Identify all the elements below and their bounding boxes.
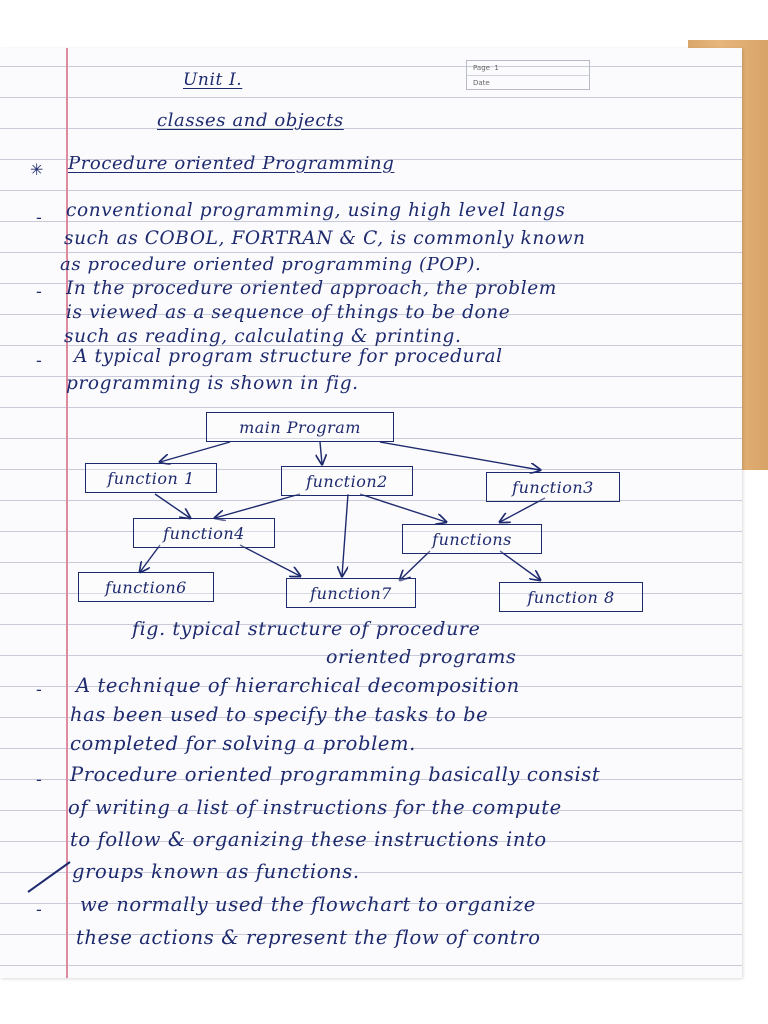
paragraph-2-line-1: In the procedure oriented approach, the problem [66,278,557,299]
arrow-f4-f7 [240,545,300,576]
arrow-f5-f8 [500,551,540,580]
dash-bullet: - [36,208,42,227]
paragraph-5-line-4: groups known as functions. [72,860,360,883]
function-5-box: functions [402,524,542,554]
paragraph-5-line-2: of writing a list of instructions for the compute [68,796,562,819]
function-3-box: function3 [486,472,620,502]
subject-heading: classes and objects [157,110,344,131]
paragraph-4-line-2: has been used to specify the tasks to be [70,703,489,726]
arrow-main-f2 [320,442,322,464]
notebook-page [0,48,742,978]
figure-caption-line-1: fig. typical structure of procedure [132,618,481,640]
paragraph-1-line-1: conventional programming, using high level langs [66,200,566,221]
paragraph-4-line-1: A technique of hierarchical decomposition [76,674,520,697]
unit-heading: Unit I. [183,70,243,90]
paragraph-4-line-3: completed for solving a problem. [70,732,416,755]
function-1-box: function 1 [85,463,217,493]
figure-caption-line-2: oriented programs [326,646,517,668]
dash-bullet: - [36,900,42,919]
dash-bullet: - [36,351,42,370]
paragraph-3-line-2: programming is shown in fig. [66,373,359,394]
arrow-f5-f7 [400,551,430,580]
arrow-main-f1 [160,442,230,462]
function-8-box: function 8 [499,582,643,612]
function-4-box: function4 [133,518,275,548]
arrow-f2-f4 [215,494,300,518]
paragraph-2-line-2: is viewed as a sequence of things to be done [66,302,511,323]
paragraph-1-line-2: such as COBOL, FORTRAN & C, is commonly known [64,228,586,249]
star-bullet: ✳ [30,160,44,179]
paragraph-6-line-1: we normally used the flowchart to organize [80,893,536,916]
section-title: Procedure oriented Programming [68,153,395,174]
paragraph-6-line-2: these actions & represent the flow of contro [76,926,541,949]
function-2-box: function2 [281,466,413,496]
dash-bullet: - [36,282,42,301]
arrow-f4-f6 [140,545,160,572]
check-mark-icon [24,858,74,898]
paragraph-3-line-1: A typical program structure for procedural [74,346,503,367]
arrow-f2-f5 [360,494,446,522]
function-7-box: function7 [286,578,416,608]
arrow-f2-f7 [342,494,348,576]
main-program-box: main Program [206,412,394,442]
page-number: 1 [494,64,499,72]
arrow-f1-f4 [155,494,190,518]
paragraph-2-line-3: such as reading, calculating & printing. [64,326,462,347]
paragraph-1-line-3: as procedure oriented programming (POP). [60,254,482,275]
paragraph-5-line-1: Procedure oriented programming basically consist [70,763,601,786]
diagram-connectors [0,48,742,648]
date-label: Date [473,79,490,87]
page-label: Page [473,64,490,72]
paragraph-5-line-3: to follow & organizing these instructions into [70,828,547,851]
dash-bullet: - [36,770,42,789]
function-6-box: function6 [78,572,214,602]
dash-bullet: - [36,680,42,699]
